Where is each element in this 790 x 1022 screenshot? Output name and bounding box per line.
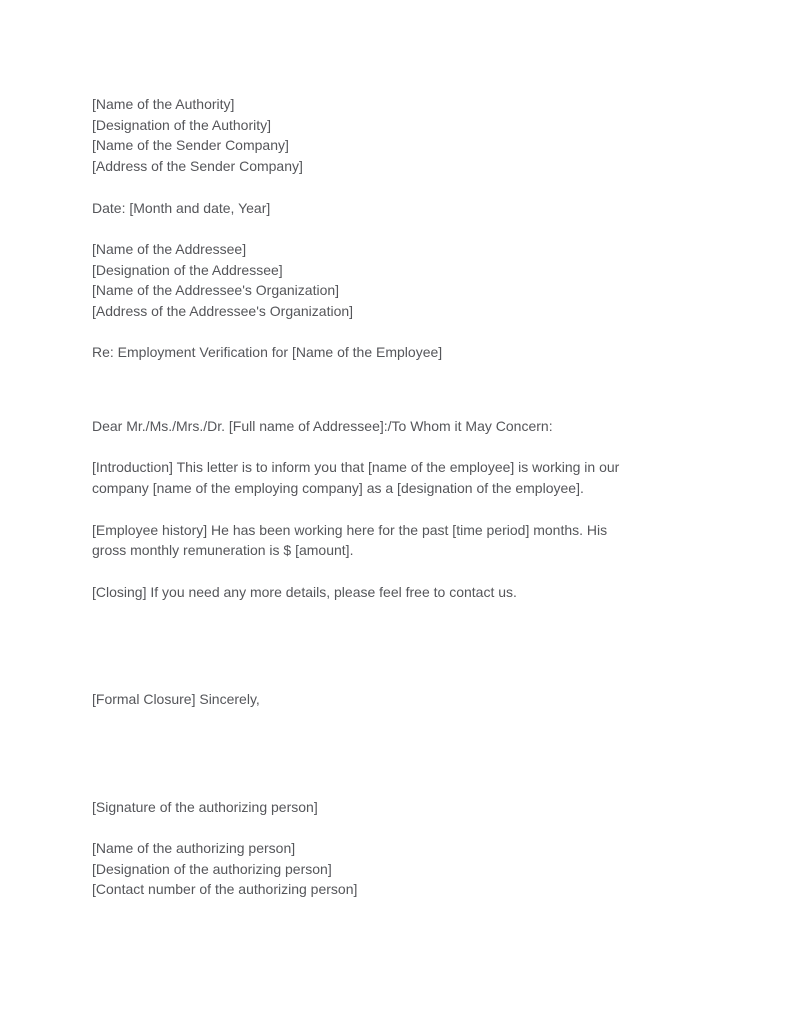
addressee-organization-name: [Name of the Addressee's Organization] (92, 282, 340, 299)
introduction-line-1: [Introduction] This letter is to inform you that [name of the employee] is working in our (92, 459, 620, 476)
date-line: Date: [Month and date, Year] (92, 199, 271, 216)
sender-company-name: [Name of the Sender Company] (92, 137, 289, 154)
employee-history-line-2: gross monthly remuneration is $ [amount]. (92, 542, 354, 559)
addressee-block (92, 239, 695, 322)
sender-block (92, 94, 695, 177)
sender-authority-designation: [Designation of the Authority] (92, 116, 271, 133)
introduction-paragraph (92, 457, 695, 498)
closing-line: [Closing] If you need any more details, please feel free to contact us. (92, 583, 517, 600)
formal-closure: [Formal Closure] Sincerely, (92, 691, 260, 708)
sender-company-address: [Address of the Sender Company] (92, 158, 303, 175)
addressee-name: [Name of the Addressee] (92, 240, 247, 257)
signatory-contact-number: [Contact number of the authorizing person] (92, 881, 358, 898)
salutation-block (92, 416, 695, 437)
date-block (92, 198, 695, 219)
sender-authority-name: [Name of the Authority] (92, 96, 235, 112)
introduction-line-2: company [name of the employing company] as a [designation of the employee]. (92, 480, 584, 497)
employee-history-line-1: [Employee history] He has been working here for the past [time period] months. His (92, 521, 608, 538)
signatory-name: [Name of the authorizing person] (92, 839, 296, 856)
employee-history-paragraph (92, 520, 695, 561)
signatory-designation: [Designation of the authorizing person] (92, 860, 332, 877)
addressee-designation: [Designation of the Addressee] (92, 261, 283, 278)
formal-closure-block (92, 689, 695, 710)
subject-block (92, 342, 695, 363)
signature-placeholder: [Signature of the authorizing person] (92, 798, 318, 815)
addressee-organization-address: [Address of the Addressee's Organization] (92, 303, 354, 319)
salutation: Dear Mr./Ms./Mrs./Dr. [Full name of Addressee]:/To Whom it May Concern: (92, 418, 553, 435)
signatory-block (92, 838, 695, 900)
closing-paragraph (92, 582, 695, 603)
signature-block (92, 797, 695, 818)
subject-line: Re: Employment Verification for [Name of the Employee] (92, 344, 443, 361)
